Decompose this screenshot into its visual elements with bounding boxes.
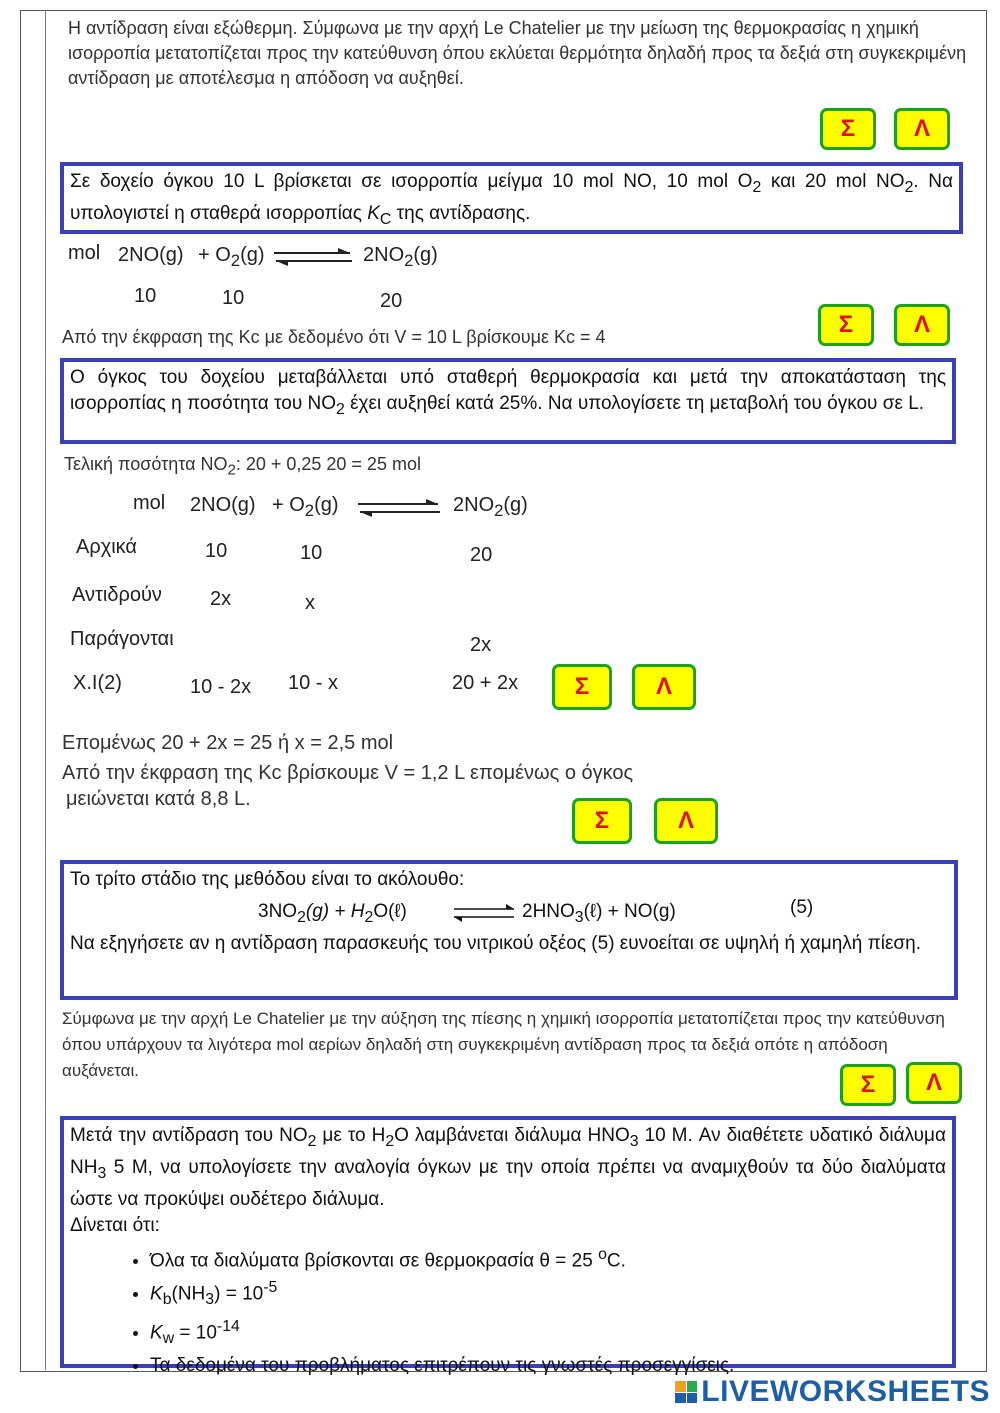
logo-text: LIVEWORKSHEETS: [701, 1375, 990, 1408]
row-react-label: Αντιδρούν: [72, 584, 162, 606]
row-eq-label: Χ.Ι(2): [73, 672, 122, 694]
equilibrium-arrow-2: [356, 497, 442, 519]
given-item-approximations: • Τα δεδομένα του προβλήματος επιτρέπουν τις γνωστές προσεγγίσεις.: [150, 1352, 946, 1379]
reactant-no: 2NO(g): [118, 244, 184, 266]
given-item-kb: • $K_b(NH_3) = 10^{-5}$: [150, 1274, 946, 1313]
result-line-1: Επομένως 20 + 2x = 25 ή x = 2,5 mol: [62, 732, 394, 754]
mol-label-2: mol: [133, 492, 166, 514]
lambda-button-1[interactable]: Λ: [894, 108, 950, 150]
lambda-button-2[interactable]: Λ: [894, 304, 950, 346]
sigma-button-2[interactable]: Σ: [818, 304, 874, 346]
eq-no: 10 - 2x: [190, 676, 252, 698]
eq-no2: 20 + 2x: [452, 672, 519, 694]
liveworksheets-logo: [675, 1375, 990, 1409]
given-item-kw: • $K_w = 10^{-14}$: [150, 1313, 946, 1352]
mol-label: mol: [68, 242, 101, 264]
margin-line: [45, 10, 46, 1370]
lambda-button-4[interactable]: Λ: [654, 798, 718, 844]
given-label: Δίνεται ότι:: [70, 1214, 160, 1236]
sigma-button-5[interactable]: Σ: [840, 1064, 896, 1106]
value-no: 10: [134, 285, 157, 307]
final-amount: Τελική ποσότητα $NO_2$: 20 + 0,25 20 = 25 mol: [64, 454, 421, 479]
answer-text-3: Σύμφωνα με την αρχή Le Chatelier με την αύξηση της πίεσης η χημική ισορροπία μετατοπίζεται προς την κατεύθυνση όπου υπάρχουν τα λιγότερα mol αερίων δηλαδή στη συγκεκριμένη αντίδραση προς τα δεξιά οπότε η απόδοση αυξάνεται.: [62, 1009, 945, 1080]
value-no2: 20: [380, 290, 403, 312]
reaction-equation-5: $3NO_2(g)$ + $H_2O(\ell)$ $2HNO_3(\ell) + NO(g)$ (5): [258, 897, 814, 926]
initial-no2: 20: [470, 544, 493, 566]
equilibrium-arrow-3: [452, 903, 518, 923]
produce-no2: 2x: [470, 634, 492, 656]
equation-number: (5): [790, 897, 814, 918]
question-4-text: Μετά την αντίδραση του $NO_2$ με το $H_2O$ λαμβάνεται διάλυμα $HNO_3$ 10 M. Αν διαθέτετε υδατικό διάλυμα $NH_3$ 5 M, να υπολογίσετε την αναλογία όγκων με την οποία πρέπει να αναμιχθούν τα δύο διαλύματα ώστε να προκύψει ουδέτερο διάλυμα.: [70, 1125, 946, 1210]
given-list: [70, 1241, 946, 1380]
reactant-no-2: 2NO(g): [190, 494, 256, 516]
lambda-button-3[interactable]: Λ: [632, 664, 696, 710]
question-box-1: Σε δοχείο όγκου 10 L βρίσκεται σε ισορροπία μείγμα 10 mol NO, 10 mol $O_2$ και 20 mol $NO_2$. Να υπολογιστεί η σταθερά ισορροπίας $K_C$ της αντίδρασης.: [60, 162, 963, 234]
row-produce-label: Παράγονται: [70, 628, 174, 650]
react-no: 2x: [210, 588, 232, 610]
product-no2-2: $2NO_2(g)$: [453, 494, 528, 520]
result-line-3: μειώνεται κατά 8,8 L.: [66, 788, 251, 810]
sigma-button-1[interactable]: Σ: [820, 108, 876, 150]
equilibrium-arrow-1: [272, 246, 354, 268]
question-box-2: Ο όγκος του δοχείου μεταβάλλεται υπό σταθερή θερμοκρασία και μετά την αποκατάσταση της ισορροπίας η ποσότητα του $NO_2$ έχει αυξηθεί κατά 25%. Να υπολογίσετε τη μεταβολή του όγκου σε L.: [60, 358, 956, 444]
question-3-text: Να εξηγήσετε αν η αντίδραση παρασκευής του νιτρικού οξέος (5) ευνοείται σε υψηλή ή χαμηλή πίεση.: [70, 933, 921, 954]
question-box-3: [60, 860, 958, 1000]
result-line-2: Από την έκφραση της Kc βρίσκουμε V = 1,2 L επομένως ο όγκος: [62, 762, 634, 784]
sigma-button-3[interactable]: Σ: [552, 664, 612, 710]
given-item-temperature: • Όλα τα διαλύματα βρίσκονται σε θερμοκρασία θ = 25 $^o$C.: [150, 1241, 946, 1274]
answer-text-2: Από την έκφραση της Kc με δεδομένο ότι V = 10 L βρίσκουμε Kc = 4: [62, 327, 606, 347]
answer-text-1: Η αντίδραση είναι εξώθερμη. Σύμφωνα με την αρχή Le Chatelier με την μείωση της θερμοκρασίας η χημική ισορροπία μετατοπίζεται προς την κατεύθυνση όπου εκλύεται θερμότητα δηλαδή προς τα δεξιά στη συγκεκριμένη αντίδραση με αποτέλεσμα η απόδοση να αυξηθεί.: [68, 18, 967, 88]
react-o2: x: [305, 592, 315, 614]
eq-o2: 10 - x: [288, 672, 339, 694]
reactant-o2: + $O_2(g)$: [198, 244, 265, 270]
value-o2: 10: [222, 287, 245, 309]
question-3-intro: Το τρίτο στάδιο της μεθόδου είναι το ακόλουθο:: [70, 869, 465, 890]
product-no2: $2NO_2(g)$: [363, 244, 438, 270]
initial-no: 10: [205, 540, 228, 562]
logo-icon: [675, 1381, 697, 1403]
lambda-button-5[interactable]: Λ: [906, 1062, 962, 1104]
sigma-button-4[interactable]: Σ: [572, 798, 632, 844]
question-box-4: [60, 1116, 956, 1377]
row-initial-label: Αρχικά: [76, 536, 137, 558]
reactant-o2-2: + $O_2(g)$: [272, 494, 339, 520]
initial-o2: 10: [300, 542, 323, 564]
